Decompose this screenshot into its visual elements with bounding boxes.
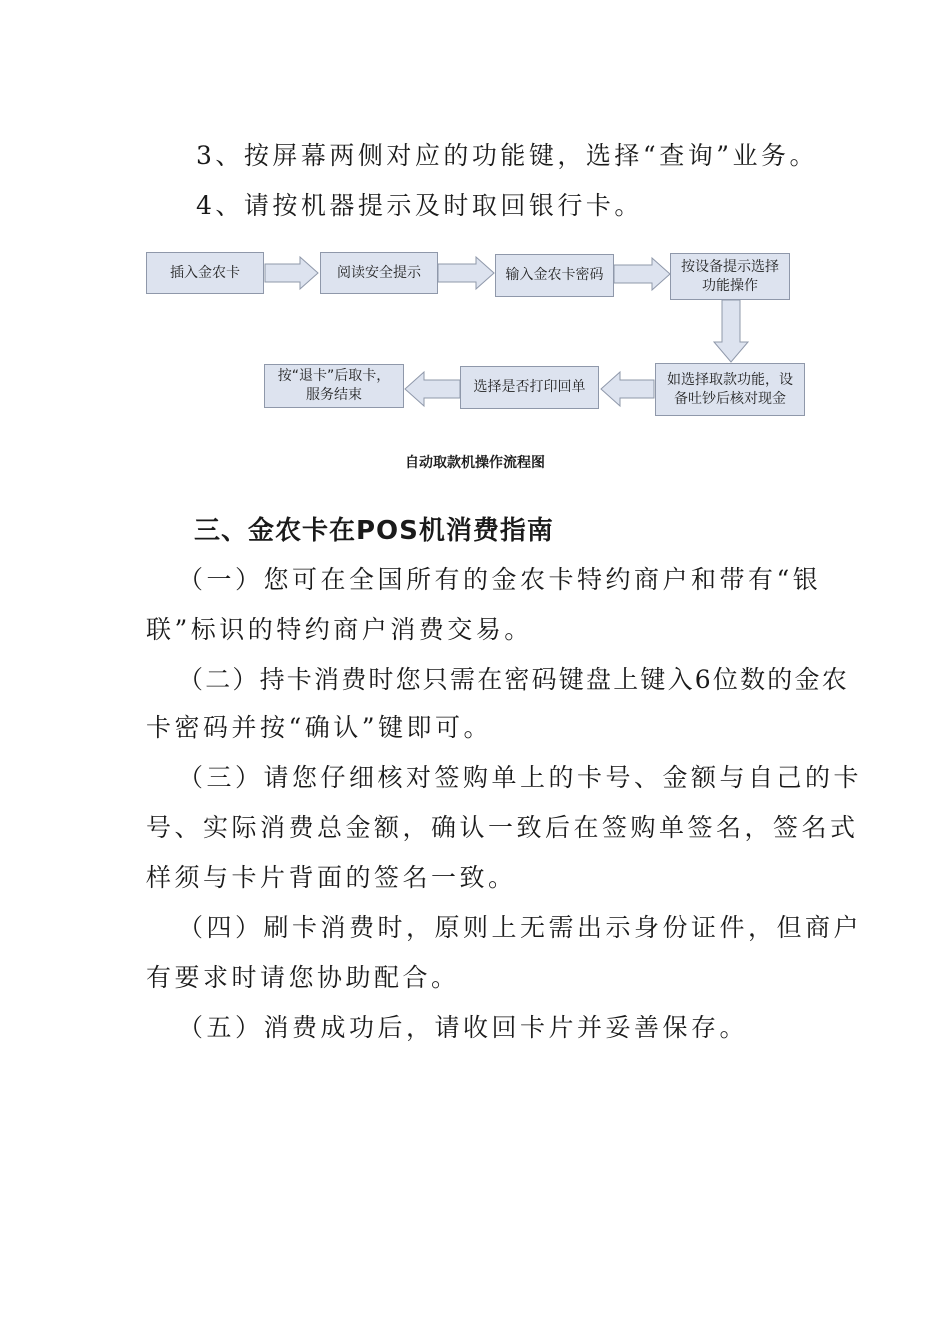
flow-box-return-card bbox=[264, 364, 404, 408]
flow-arrow-right-2 bbox=[438, 257, 494, 289]
flow-arrow-right-1 bbox=[265, 257, 318, 289]
flow-box-select-function bbox=[670, 253, 790, 300]
flow-box-enter-pin bbox=[495, 254, 614, 297]
flow-box-withdraw-check bbox=[655, 363, 805, 416]
flow-box-insert-card bbox=[146, 252, 264, 294]
flow-box-print-receipt bbox=[460, 366, 599, 409]
section-heading: 三、金农卡在POS机消费指南 bbox=[194, 516, 554, 546]
flow-box-label: 输入金农卡密码 bbox=[505, 267, 604, 283]
flow-arrow-right-3 bbox=[614, 258, 670, 290]
flowchart-caption: 自动取款机操作流程图 bbox=[405, 455, 545, 471]
flow-box-label: 按“退卡”后取卡， bbox=[277, 368, 391, 384]
flow-box-label: 选择是否打印回单 bbox=[473, 379, 586, 395]
paragraph-line: （四）刷卡消费时，原则上无需出示身份证件，但商户 bbox=[178, 913, 863, 942]
step-3-text: 3、按屏幕两侧对应的功能键，选择“查询”业务。 bbox=[196, 141, 818, 170]
paragraph-line: （三）请您仔细核对签购单上的卡号、金额与自己的卡 bbox=[178, 763, 863, 792]
flow-arrow-left-1 bbox=[601, 372, 654, 406]
flow-box-label: 按设备提示选择 bbox=[681, 258, 779, 275]
step-4-text: 4、请按机器提示及时取回银行卡。 bbox=[196, 191, 643, 220]
flow-box-label: 如选择取款功能，设 bbox=[667, 371, 793, 388]
flow-arrow-left-2 bbox=[405, 372, 460, 406]
flow-box-label: 阅读安全提示 bbox=[337, 264, 421, 281]
paragraph-line: 样须与卡片背面的签名一致。 bbox=[146, 863, 517, 892]
paragraph-line: （一）您可在全国所有的金农卡特约商户和带有“银 bbox=[178, 565, 822, 594]
flow-box-label: 服务结束 bbox=[305, 387, 362, 403]
flow-box-read-safety bbox=[320, 252, 438, 294]
paragraph-line: 有要求时请您协助配合。 bbox=[146, 963, 460, 992]
paragraph-line: （五）消费成功后，请收回卡片并妥善保存。 bbox=[178, 1013, 749, 1042]
flow-box-label: 备吐钞后核对现金 bbox=[674, 390, 786, 407]
flow-arrow-down bbox=[714, 300, 748, 362]
paragraph-line: 号、实际消费总金额，确认一致后在签购单签名，签名式 bbox=[146, 813, 859, 842]
paragraph-line: 联”标识的特约商户消费交易。 bbox=[146, 615, 533, 644]
flow-box-label: 功能操作 bbox=[702, 277, 758, 294]
flow-box-label: 插入金农卡 bbox=[170, 264, 240, 281]
paragraph-line: 卡密码并按“确认”键即可。 bbox=[146, 713, 493, 742]
paragraph-line: （二）持卡消费时您只需在密码键盘上键入6位数的金农 bbox=[178, 665, 849, 694]
